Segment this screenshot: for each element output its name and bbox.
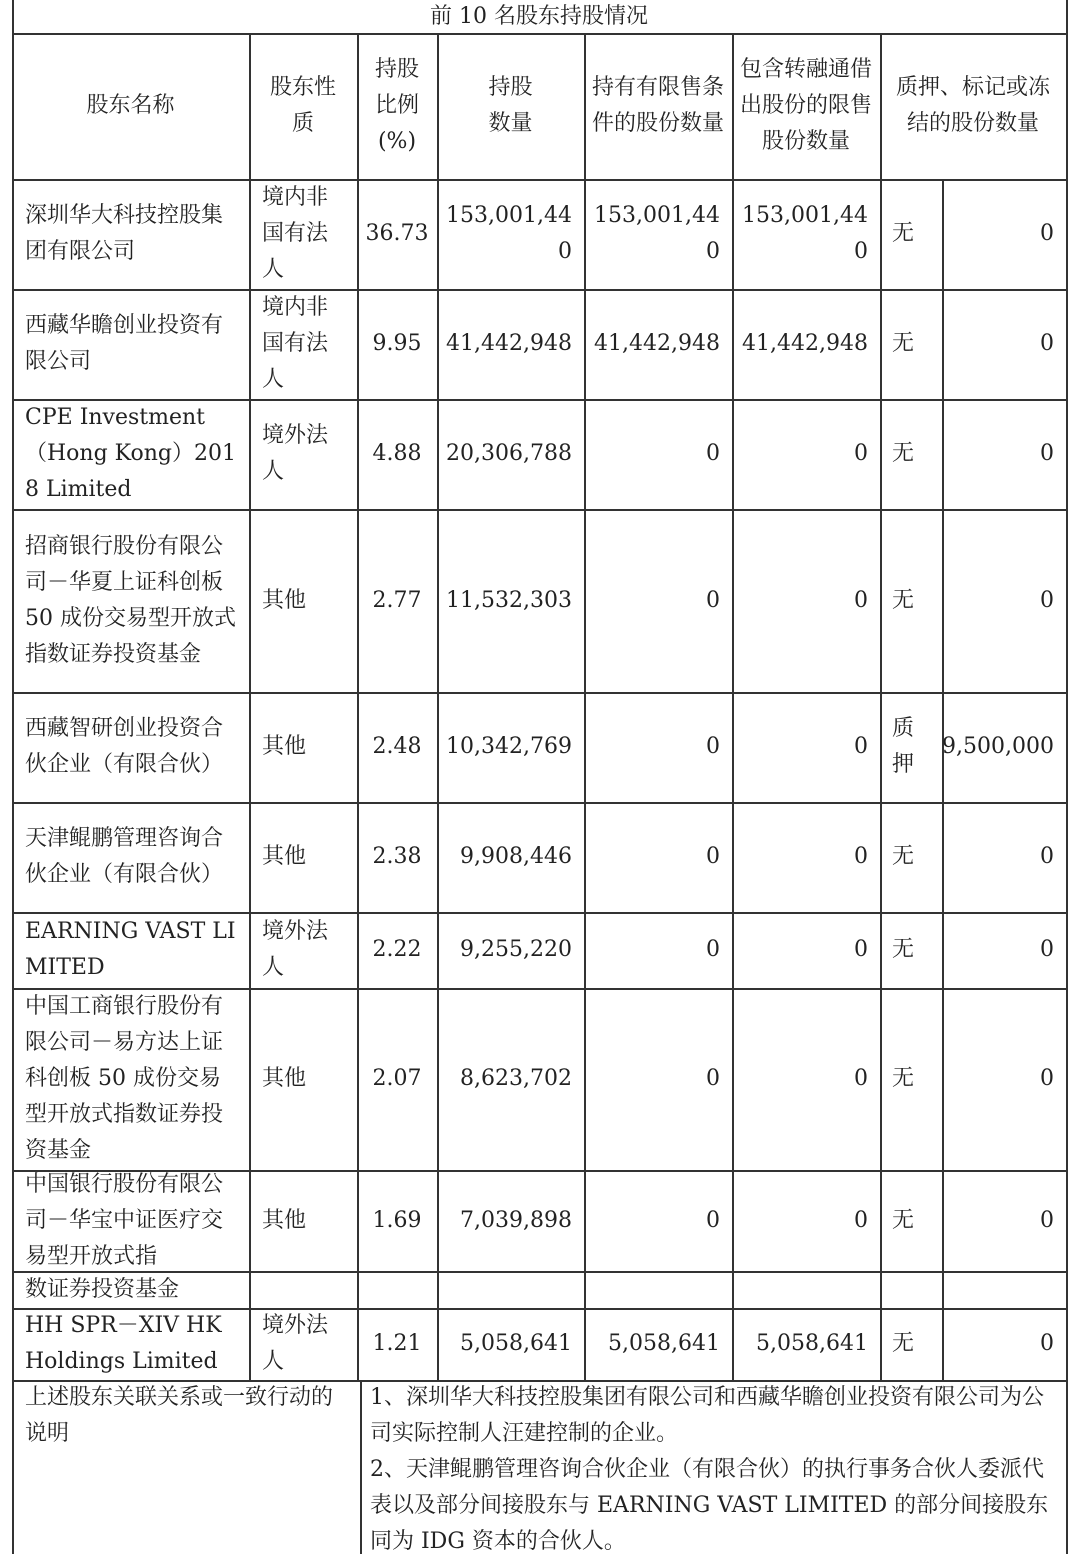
row-1-ratio-text: 9.95 — [372, 331, 422, 356]
table-title-text: 前 10 名股东持股情况 — [430, 3, 648, 29]
row-6-nature — [249, 912, 357, 988]
row-5-restricted — [584, 802, 732, 912]
row-5-nature — [249, 802, 357, 912]
row-7-ratio — [357, 988, 437, 1170]
row-9-pledge-status — [880, 1308, 942, 1380]
row-4-pledge-status-text: 质押 — [892, 716, 915, 777]
row-7-pledge-qty-text: 0 — [1040, 1066, 1054, 1091]
row-0-lending — [732, 179, 880, 289]
row-8-ratio — [357, 1170, 437, 1271]
rule — [1066, 0, 1068, 1554]
row-4-quantity — [437, 692, 584, 802]
row-2-ratio — [357, 399, 437, 509]
footer-note-1: 1、深圳华大科技控股集团有限公司和西藏华瞻创业投资有限公司为公司实际控制人汪建控制的企业。 — [370, 1385, 1044, 1446]
row-5-ratio — [357, 802, 437, 912]
row-5-name-text: 天津鲲鹏管理咨询合伙企业（有限合伙） — [25, 826, 224, 887]
row-1-pledge-status-text: 无 — [892, 331, 915, 356]
row-2-nature-text: 境外法人 — [262, 423, 329, 484]
row-8-restricted-text: 0 — [706, 1207, 720, 1233]
row-2-pledge-qty-text: 0 — [1040, 441, 1054, 466]
row-9-quantity-text: 5,058,641 — [460, 1331, 572, 1356]
footer-note-2: 2、天津鲲鹏管理咨询合伙企业（有限合伙）的执行事务合伙人委派代表以及部分间接股东与 EARNING VAST LIMITED 的部分间接股东同为 IDG 资本的合伙人。 — [370, 1457, 1049, 1554]
header-name — [12, 33, 249, 179]
header-restricted-text: 持有有限售条件的股份数量 — [592, 75, 725, 136]
row-2-quantity-text: 20,306,788 — [446, 441, 572, 466]
header-nature-text: 股东性质 — [269, 75, 336, 136]
row-4-name-text: 西藏智研创业投资合伙企业（有限合伙） — [25, 716, 224, 777]
row-1-quantity-text: 41,442,948 — [446, 331, 572, 356]
row-8-ratio-text: 1.69 — [372, 1207, 422, 1233]
row-1-pledge-qty-text: 0 — [1040, 331, 1054, 356]
row-4-lending — [732, 692, 880, 802]
row-1-nature — [249, 289, 357, 399]
row-3-lending-text: 0 — [854, 587, 868, 613]
row-0-nature-text: 境内非国有法人 — [262, 185, 329, 282]
row-5-pledge-qty — [942, 802, 1066, 912]
row-4-restricted — [584, 692, 732, 802]
row-7-restricted-text: 0 — [706, 1066, 720, 1091]
row-4-restricted-text: 0 — [706, 734, 720, 759]
row-1-lending — [732, 289, 880, 399]
row-0-restricted — [584, 179, 732, 289]
row-3-restricted — [584, 509, 732, 692]
footer-notes — [360, 1380, 1066, 1554]
row-3-nature — [249, 509, 357, 692]
row-9-ratio-text: 1.21 — [372, 1331, 422, 1356]
row-8-quantity-text: 7,039,898 — [460, 1207, 572, 1233]
row-4-ratio-text: 2.48 — [372, 734, 422, 759]
row-0-pledge-status-text: 无 — [892, 221, 915, 246]
row-6-quantity — [437, 912, 584, 988]
row-0-nature — [249, 179, 357, 289]
row-2-ratio-text: 4.88 — [372, 441, 422, 466]
row-0-pledge-status — [880, 179, 942, 289]
row-9-quantity — [437, 1308, 584, 1380]
row-4-nature-text: 其他 — [262, 734, 307, 759]
row-8-name-cont — [12, 1271, 249, 1308]
row-0-pledge-qty — [942, 179, 1066, 289]
header-restricted — [584, 33, 732, 179]
row-3-quantity — [437, 509, 584, 692]
row-5-name — [12, 802, 249, 912]
row-3-name — [12, 509, 249, 692]
row-9-name-text: HH SPR－XIV HK Holdings Limited — [25, 1313, 222, 1374]
row-7-nature — [249, 988, 357, 1170]
row-1-quantity — [437, 289, 584, 399]
row-6-quantity-text: 9,255,220 — [460, 937, 572, 962]
row-6-nature-text: 境外法人 — [262, 919, 329, 980]
row-0-quantity-text: 153,001,440 — [446, 203, 572, 264]
row-1-restricted-text: 41,442,948 — [594, 331, 720, 356]
row-7-name-text: 中国工商银行股份有限公司－易方达上证科创板 50 成份交易型开放式指数证券投资基金 — [25, 994, 224, 1163]
header-lending — [732, 33, 880, 179]
row-3-pledge-status — [880, 509, 942, 692]
row-5-quantity — [437, 802, 584, 912]
row-3-pledge-qty — [942, 509, 1066, 692]
row-4-pledge-qty-text: 9,500,000 — [942, 734, 1054, 759]
row-2-pledge-status — [880, 399, 942, 509]
row-5-quantity-text: 9,908,446 — [460, 844, 572, 869]
row-5-ratio-text: 2.38 — [372, 844, 422, 869]
header-quantity — [437, 33, 584, 179]
row-1-nature-text: 境内非国有法人 — [262, 295, 329, 392]
row-3-ratio-text: 2.77 — [372, 587, 422, 613]
row-5-lending — [732, 802, 880, 912]
row-6-lending-text: 0 — [854, 937, 868, 962]
row-4-ratio — [357, 692, 437, 802]
row-2-name — [12, 399, 249, 509]
row-8-quantity — [437, 1170, 584, 1271]
row-4-pledge-status — [880, 692, 942, 802]
row-8-name — [12, 1170, 249, 1271]
row-6-pledge-qty-text: 0 — [1040, 937, 1054, 962]
row-5-pledge-status — [880, 802, 942, 912]
row-2-lending — [732, 399, 880, 509]
row-7-restricted — [584, 988, 732, 1170]
row-3-pledge-qty-text: 0 — [1040, 587, 1054, 613]
row-7-pledge-qty — [942, 988, 1066, 1170]
row-6-name — [12, 912, 249, 988]
row-6-ratio-text: 2.22 — [372, 937, 422, 962]
row-8-pledge-qty-text: 0 — [1040, 1207, 1054, 1233]
row-9-pledge-qty — [942, 1308, 1066, 1380]
row-8-lending-text: 0 — [854, 1207, 868, 1233]
header-ratio — [357, 33, 437, 179]
row-6-restricted — [584, 912, 732, 988]
row-3-pledge-status-text: 无 — [892, 587, 915, 613]
row-3-nature-text: 其他 — [262, 587, 307, 613]
header-nature — [249, 33, 357, 179]
row-6-pledge-status-text: 无 — [892, 937, 915, 962]
row-8-lending — [732, 1170, 880, 1271]
row-9-restricted — [584, 1308, 732, 1380]
row-4-nature — [249, 692, 357, 802]
row-6-lending — [732, 912, 880, 988]
row-5-pledge-qty-text: 0 — [1040, 844, 1054, 869]
footer-label — [12, 1380, 360, 1554]
row-9-nature-text: 境外法人 — [262, 1313, 329, 1374]
row-3-name-text: 招商银行股份有限公司－华夏上证科创板 50 成份交易型开放式指数证券投资基金 — [25, 533, 236, 667]
row-9-name — [12, 1308, 249, 1380]
row-7-pledge-status — [880, 988, 942, 1170]
row-1-name-text: 西藏华瞻创业投资有限公司 — [25, 313, 224, 374]
row-9-pledge-qty-text: 0 — [1040, 1331, 1054, 1356]
footer-label-text: 上述股东关联关系或一致行动的说明 — [25, 1385, 334, 1446]
row-7-pledge-status-text: 无 — [892, 1066, 915, 1091]
row-0-name-text: 深圳华大科技控股集团有限公司 — [25, 203, 224, 264]
header-ratio-text: 持股比例(%) — [374, 57, 419, 154]
header-pledge — [880, 33, 1066, 179]
row-8-pledge-status-text: 无 — [892, 1207, 915, 1233]
row-7-ratio-text: 2.07 — [372, 1066, 422, 1091]
row-3-lending — [732, 509, 880, 692]
row-0-pledge-qty-text: 0 — [1040, 221, 1054, 246]
row-4-lending-text: 0 — [854, 734, 868, 759]
row-2-pledge-status-text: 无 — [892, 441, 915, 466]
row-0-lending-text: 153,001,440 — [742, 203, 868, 264]
row-5-lending-text: 0 — [854, 844, 868, 869]
row-8-nature-text: 其他 — [262, 1207, 307, 1233]
row-7-quantity-text: 8,623,702 — [460, 1066, 572, 1091]
row-7-nature-text: 其他 — [262, 1066, 307, 1091]
row-2-name-text: CPE Investment（Hong Kong）2018 Limited — [25, 405, 237, 502]
row-0-quantity — [437, 179, 584, 289]
row-1-restricted — [584, 289, 732, 399]
row-6-ratio — [357, 912, 437, 988]
row-8-restricted — [584, 1170, 732, 1271]
row-2-restricted-text: 0 — [706, 441, 720, 466]
row-7-name — [12, 988, 249, 1170]
table-title — [12, 0, 1066, 33]
row-9-lending — [732, 1308, 880, 1380]
row-5-pledge-status-text: 无 — [892, 844, 915, 869]
row-2-lending-text: 0 — [854, 441, 868, 466]
row-9-nature — [249, 1308, 357, 1380]
row-5-restricted-text: 0 — [706, 844, 720, 869]
header-name-text: 股东名称 — [86, 93, 175, 118]
row-2-nature — [249, 399, 357, 509]
row-7-lending — [732, 988, 880, 1170]
row-1-name — [12, 289, 249, 399]
row-9-lending-text: 5,058,641 — [756, 1331, 868, 1356]
row-0-ratio-text: 36.73 — [365, 221, 429, 246]
row-3-restricted-text: 0 — [706, 587, 720, 613]
row-1-pledge-status — [880, 289, 942, 399]
row-7-quantity — [437, 988, 584, 1170]
header-quantity-text: 持股数量 — [488, 75, 533, 136]
row-4-quantity-text: 10,342,769 — [446, 734, 572, 759]
header-pledge-text: 质押、标记或冻结的股份数量 — [895, 75, 1050, 136]
row-8-name-cont-text: 数证券投资基金 — [25, 1276, 180, 1302]
row-9-pledge-status-text: 无 — [892, 1331, 915, 1356]
row-9-restricted-text: 5,058,641 — [608, 1331, 720, 1356]
row-8-name-text: 中国银行股份有限公司－华宝中证医疗交易型开放式指 — [25, 1171, 224, 1269]
row-1-ratio — [357, 289, 437, 399]
row-8-pledge-status — [880, 1170, 942, 1271]
header-lending-text: 包含转融通借出股份的限售股份数量 — [740, 57, 873, 154]
row-9-ratio — [357, 1308, 437, 1380]
row-4-pledge-qty — [942, 692, 1066, 802]
row-7-lending-text: 0 — [854, 1066, 868, 1091]
row-0-ratio — [357, 179, 437, 289]
row-0-name — [12, 179, 249, 289]
row-1-lending-text: 41,442,948 — [742, 331, 868, 356]
row-8-nature — [249, 1170, 357, 1271]
row-2-quantity — [437, 399, 584, 509]
row-1-pledge-qty — [942, 289, 1066, 399]
row-3-ratio — [357, 509, 437, 692]
row-2-restricted — [584, 399, 732, 509]
row-6-name-text: EARNING VAST LIMITED — [25, 919, 236, 980]
row-6-restricted-text: 0 — [706, 937, 720, 962]
row-2-pledge-qty — [942, 399, 1066, 509]
row-0-restricted-text: 153,001,440 — [594, 203, 720, 264]
row-5-nature-text: 其他 — [262, 844, 307, 869]
row-8-pledge-qty — [942, 1170, 1066, 1271]
row-4-name — [12, 692, 249, 802]
row-6-pledge-status — [880, 912, 942, 988]
row-6-pledge-qty — [942, 912, 1066, 988]
row-3-quantity-text: 11,532,303 — [446, 587, 572, 613]
